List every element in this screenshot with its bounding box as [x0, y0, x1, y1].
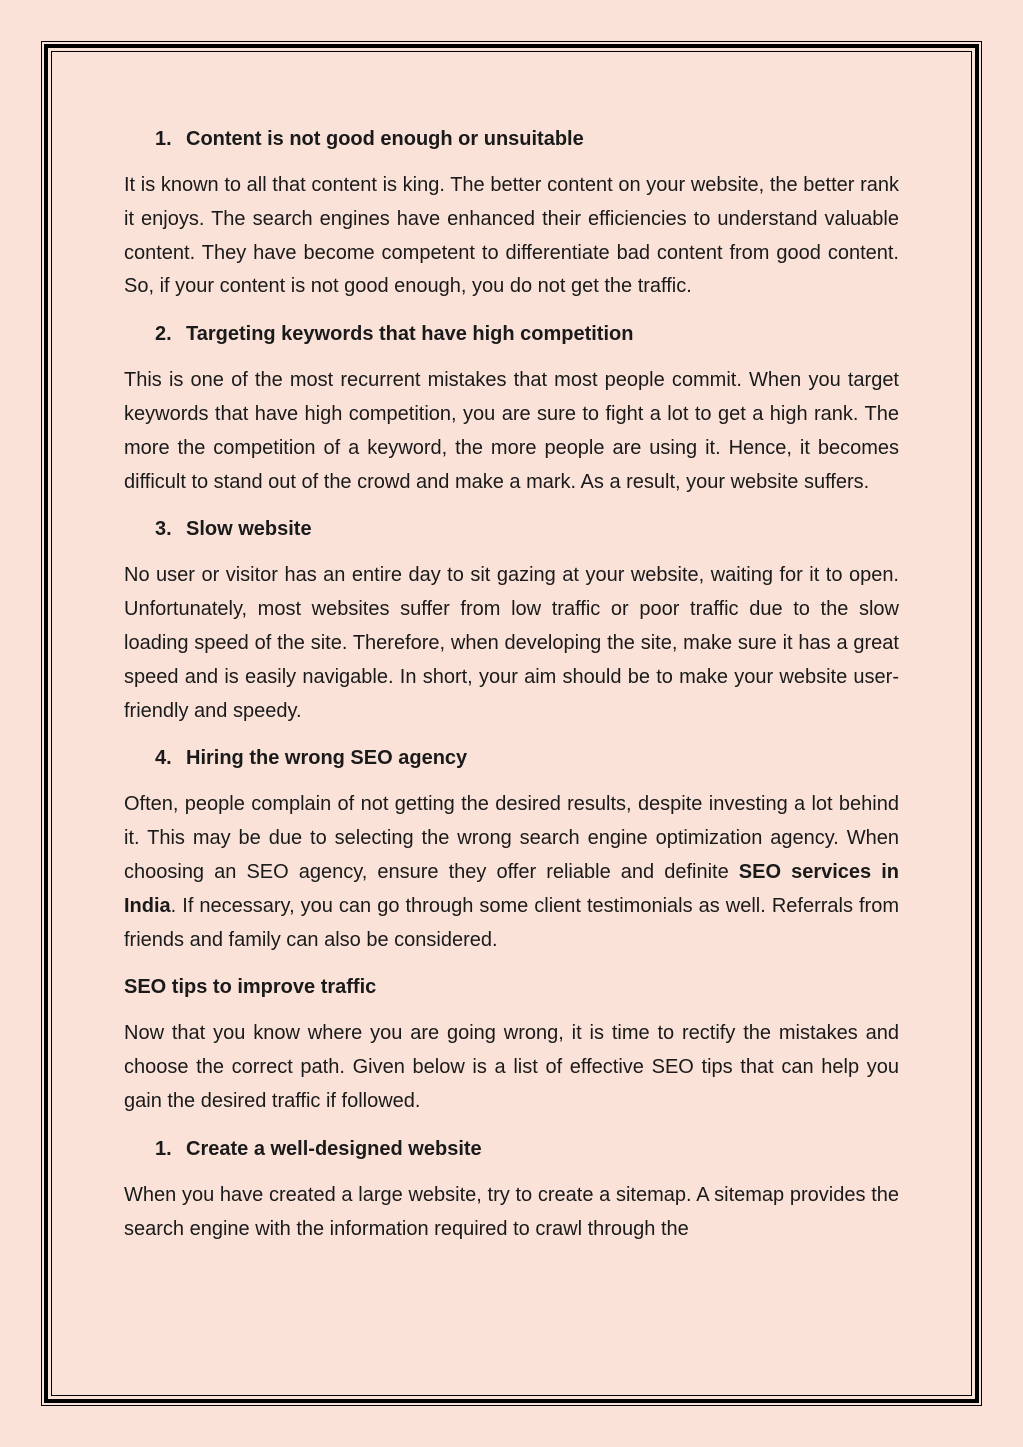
section-heading-seo-agency — [124, 741, 899, 775]
section-paragraph-slow-website: No user or visitor has an entire day to sit gazing at your website, waiting for it to open. Unfortunately, most websites suffer from low traffic or poor traffic due to the slow loading speed of the site. Therefore, when developing the site, make sure it has a great speed and is easily navigable. In short, your aim should be to make your website user-friendly and speedy. — [124, 564, 899, 722]
list-number: 3. — [155, 518, 172, 541]
section-heading-keywords — [124, 317, 899, 351]
paragraph-text: . If necessary, you can go through some client testimonials as well. Referrals from friends and family can also be considered. — [124, 894, 899, 951]
section-paragraph-content-quality: It is known to all that content is king. The better content on your website, the better rank it enjoys. The search engines have enhanced their efficiencies to understand valuable content. They have become competent to differentiate bad content from good content. So, if your content is not good enough, you do not get the traffic. — [124, 174, 899, 298]
section-paragraph-keywords: This is one of the most recurrent mistakes that most people commit. When you target keywords that have high competition, you are sure to fight a lot to get a high rank. The more the competition of a keyword, the more people are using it. Hence, it becomes difficult to stand out of the crowd and make a mark. As a result, your website suffers. — [124, 369, 899, 493]
list-number: 2. — [155, 323, 172, 346]
section-paragraph-seo-agency — [124, 788, 899, 957]
heading-text: Targeting keywords that have high competition — [186, 323, 634, 346]
section-heading-slow-website — [124, 512, 899, 546]
document-body — [124, 122, 899, 1259]
paragraph-text: Often, people complain of not getting the desired results, despite investing a lot behind it. This may be due to selecting the wrong search engine optimization agency. When choosing an SEO agency, ensure they offer reliable and definite — [124, 793, 899, 883]
list-number: 1. — [155, 128, 172, 150]
list-number: 4. — [155, 747, 172, 770]
heading-text: Slow website — [186, 518, 312, 541]
tip-heading-well-designed-website — [124, 1132, 899, 1166]
list-number: 1. — [155, 1137, 172, 1160]
tips-intro-paragraph: Now that you know where you are going wrong, it is time to rectify the mistakes and choose the correct path. Given below is a list of effective SEO tips that can help you gain the desired traffic if followed. — [124, 1022, 899, 1112]
tip-paragraph-well-designed-website: When you have created a large website, try to create a sitemap. A sitemap provides the search engine with the information required to crawl through the — [124, 1183, 899, 1240]
heading-text: Hiring the wrong SEO agency — [186, 747, 468, 770]
seo-services-keyword: SEO services in India — [124, 860, 899, 917]
tips-heading: SEO tips to improve traffic — [124, 976, 377, 999]
heading-text: Content is not good enough or unsuitable — [186, 128, 584, 150]
section-heading-content-quality — [124, 122, 899, 156]
heading-text: Create a well-designed website — [186, 1137, 482, 1160]
